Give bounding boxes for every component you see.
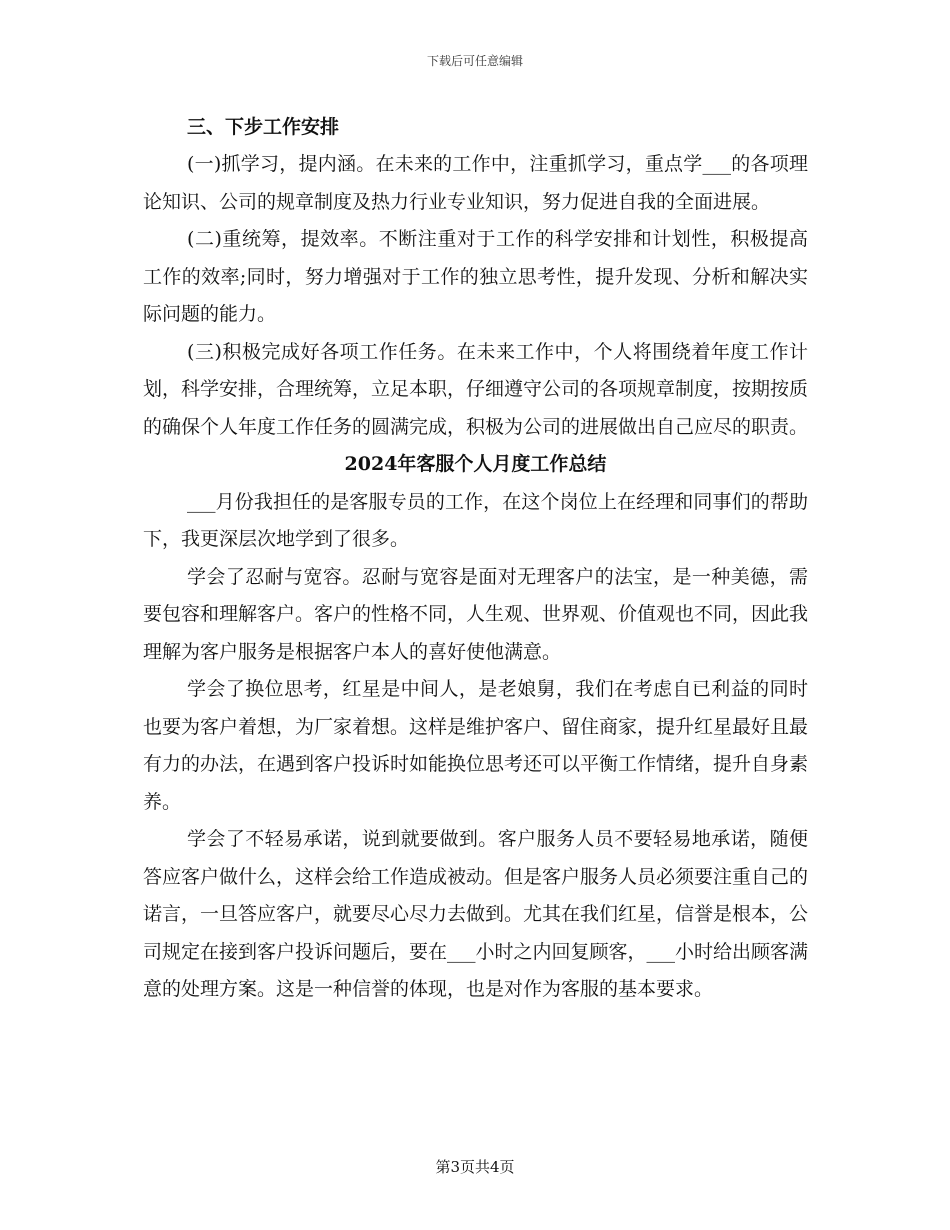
- section-paragraph: (二)重统筹，提效率。不断注重对于工作的科学安排和计划性，积极提高工作的效率;同时，努力增强对于工作的独立思考性，提升发现、分析和解决实际问题的能力。: [143, 228, 808, 325]
- document-title: 2024年客服个人月度工作总结: [344, 453, 607, 475]
- article-paragraph: 学会了忍耐与宽容。忍耐与宽容是面对无理客户的法宝，是一种美德，需要包容和理解客户。客户的性格不同，人生观、世界观、价值观也不同，因此我理解为客户服务是根据客户本人的喜好使他满意。: [143, 565, 809, 663]
- article-paragraph: 学会了不轻易承诺，说到就要做到。客户服务人员不要轻易地承诺，随便答应客户做什么，这样会给工作造成被动。但是客户服务人员必须要注重自己的诺言，一旦答应客户，就要尽心尽力去做到。尤其在我们红星，信誉是根本，公司规定在接到客户投诉问题后，要在___小时之内回复顾客，___小时给出顾客满意的处理方案。这是一种信誉的体现，也是对作为客服的基本要求。: [143, 828, 809, 1000]
- document-body: [143, 108, 808, 1009]
- article-paragraph: ___月份我担任的是客服专员的工作，在这个岗位上在经理和同事们的帮助下，我更深层次地学到了很多。: [143, 490, 808, 550]
- section-paragraph: (一)抓学习，提内涵。在未来的工作中，注重抓学习，重点学___的各项理论知识、公司的规章制度及热力行业专业知识，努力促进自我的全面进展。: [143, 153, 808, 213]
- page-number: 第3页共4页: [435, 1158, 515, 1176]
- section-heading: 三、下步工作安排: [187, 116, 340, 138]
- section-paragraph: (三)积极完成好各项工作任务。在未来工作中，个人将围绕着年度工作计划，科学安排，合理统筹，立足本职，仔细遵守公司的各项规章制度，按期按质的确保个人年度工作任务的圆满完成，积极为公司的进展做出自己应尽的职责。: [143, 340, 809, 438]
- header-note: 下载后可任意编辑: [426, 54, 523, 68]
- article-paragraph: 学会了换位思考，红星是中间人，是老娘舅，我们在考虑自已利益的同时也要为客户着想，为厂家着想。这样是维护客户、留住商家，提升红星最好且最有力的办法，在遇到客户投诉时如能换位思考还可以平衡工作情绪，提升自身素养。: [143, 678, 809, 813]
